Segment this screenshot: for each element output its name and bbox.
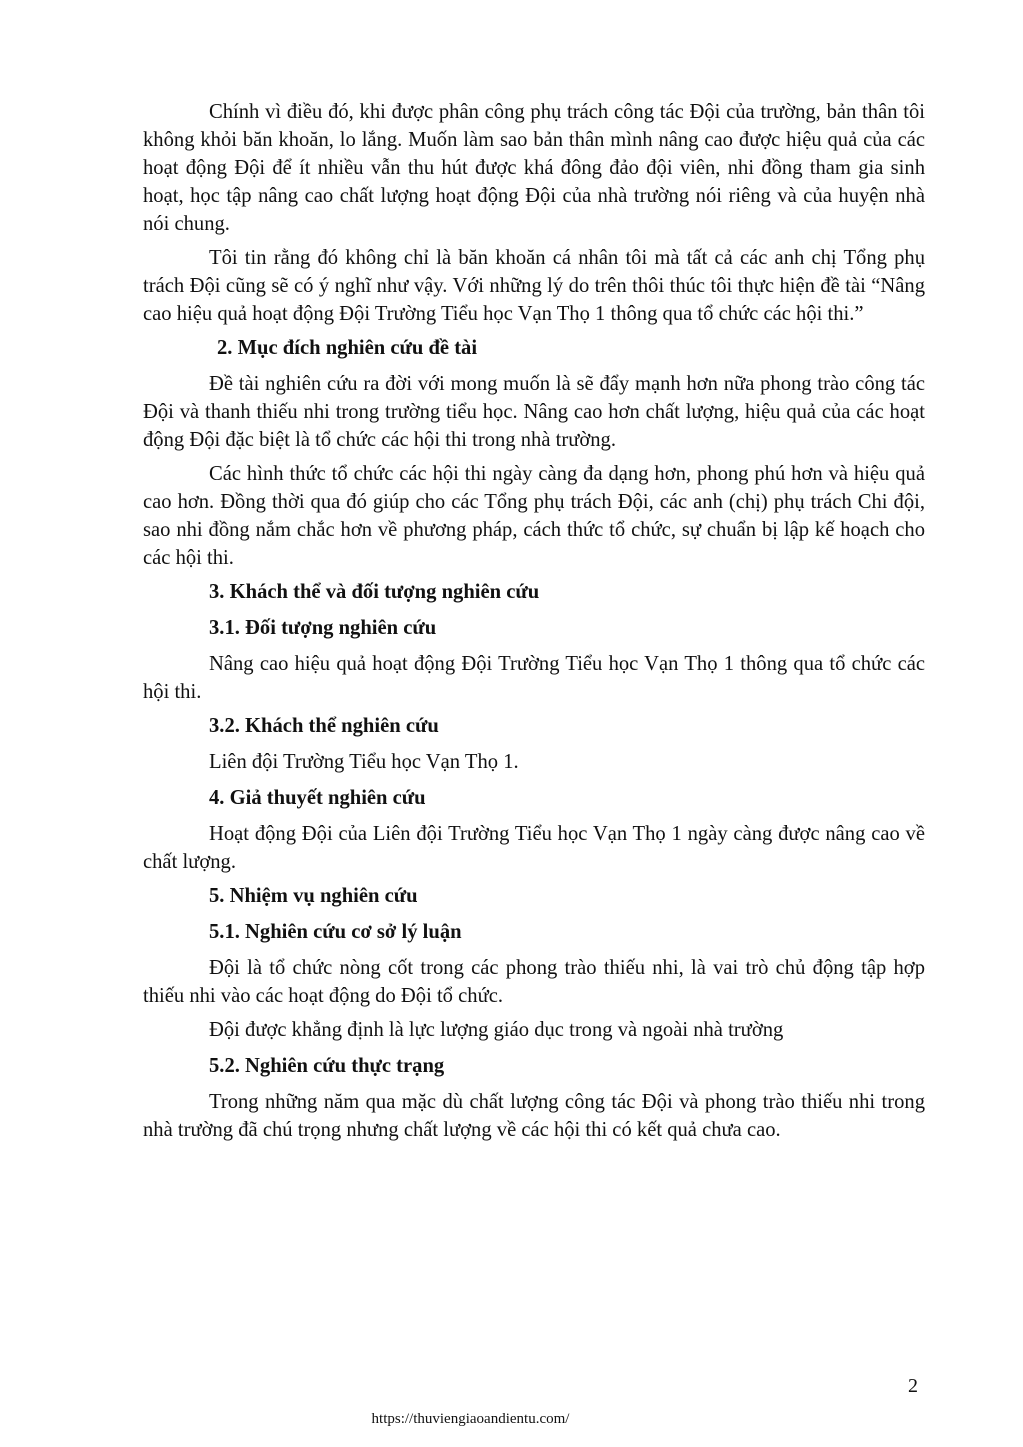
paragraph-3: Đề tài nghiên cứu ra đời với mong muốn là sẽ đẩy mạnh hơn nữa phong trào công tác Đội và thanh thiếu nhi trong trường tiểu học. Nâng cao hơn chất lượng, hiệu quả của các hoạt động Đội đặc biệt là tổ chức các hội thi trong nhà trường. bbox=[143, 373, 925, 451]
heading-section-4: 4. Giả thuyết nghiên cứu bbox=[209, 787, 426, 809]
paragraph-2: Tôi tin rằng đó không chỉ là băn khoăn cá nhân tôi mà tất cả các anh chị Tổng phụ trách Đội cũng sẽ có ý nghĩ như vậy. Với những lý do trên thôi thúc tôi thực hiện đề tài “Nâng cao hiệu quả hoạt động Đội Trường Tiểu học Vạn Thọ 1 thông qua tổ chức các hội thi.” bbox=[143, 247, 925, 325]
document-body bbox=[143, 98, 925, 1150]
paragraph-4: Các hình thức tổ chức các hội thi ngày càng đa dạng hơn, phong phú hơn và hiệu quả cao hơn. Đồng thời qua đó giúp cho các Tổng phụ trách Đội, các anh (chị) phụ trách Chi đội, sao nhi đồng nắm chắc hơn về phương pháp, cách thức tổ chức, sự chuẩn bị lập kế hoạch cho các hội thi. bbox=[143, 463, 925, 569]
heading-section-2: 2. Mục đích nghiên cứu đề tài bbox=[217, 337, 478, 359]
paragraph-6: Liên đội Trường Tiểu học Vạn Thọ 1. bbox=[209, 751, 519, 773]
heading-section-3: 3. Khách thể và đối tượng nghiên cứu bbox=[209, 581, 540, 603]
paragraph-1: Chính vì điều đó, khi được phân công phụ trách công tác Đội của trường, bản thân tôi không khỏi băn khoăn, lo lắng. Muốn làm sao bản thân mình nâng cao được hiệu quả của các hoạt động Đội để ít nhiều vẫn thu hút được khá đông đảo đội viên, nhi đồng tham gia sinh hoạt, học tập nâng cao chất lượng hoạt động Đội của nhà trường nói riêng và của huyện nhà nói chung. bbox=[143, 101, 925, 235]
heading-section-3-2: 3.2. Khách thể nghiên cứu bbox=[209, 715, 439, 737]
heading-section-3-1: 3.1. Đối tượng nghiên cứu bbox=[209, 617, 437, 639]
paragraph-5: Nâng cao hiệu quả hoạt động Đội Trường Tiểu học Vạn Thọ 1 thông qua tổ chức các hội thi. bbox=[143, 653, 925, 703]
heading-section-5-1: 5.1. Nghiên cứu cơ sở lý luận bbox=[209, 921, 462, 943]
page-number: 2 bbox=[908, 1375, 918, 1397]
paragraph-9: Đội được khẳng định là lực lượng giáo dục trong và ngoài nhà trường bbox=[209, 1019, 784, 1041]
paragraph-8: Đội là tổ chức nòng cốt trong các phong trào thiếu nhi, là vai trò chủ động tập hợp thiếu nhi vào các hoạt động do Đội tổ chức. bbox=[143, 957, 925, 1007]
heading-section-5-2: 5.2. Nghiên cứu thực trạng bbox=[209, 1055, 445, 1077]
paragraph-10: Trong những năm qua mặc dù chất lượng công tác Đội và phong trào thiếu nhi trong nhà trường đã chú trọng nhưng chất lượng về các hội thi có kết quả chưa cao. bbox=[143, 1091, 925, 1141]
heading-section-5: 5. Nhiệm vụ nghiên cứu bbox=[209, 885, 418, 907]
paragraph-7: Hoạt động Đội của Liên đội Trường Tiểu học Vạn Thọ 1 ngày càng được nâng cao về chất lượng. bbox=[143, 823, 925, 873]
footer-url[interactable]: https://thuviengiaoandientu.com/ bbox=[371, 1411, 570, 1427]
